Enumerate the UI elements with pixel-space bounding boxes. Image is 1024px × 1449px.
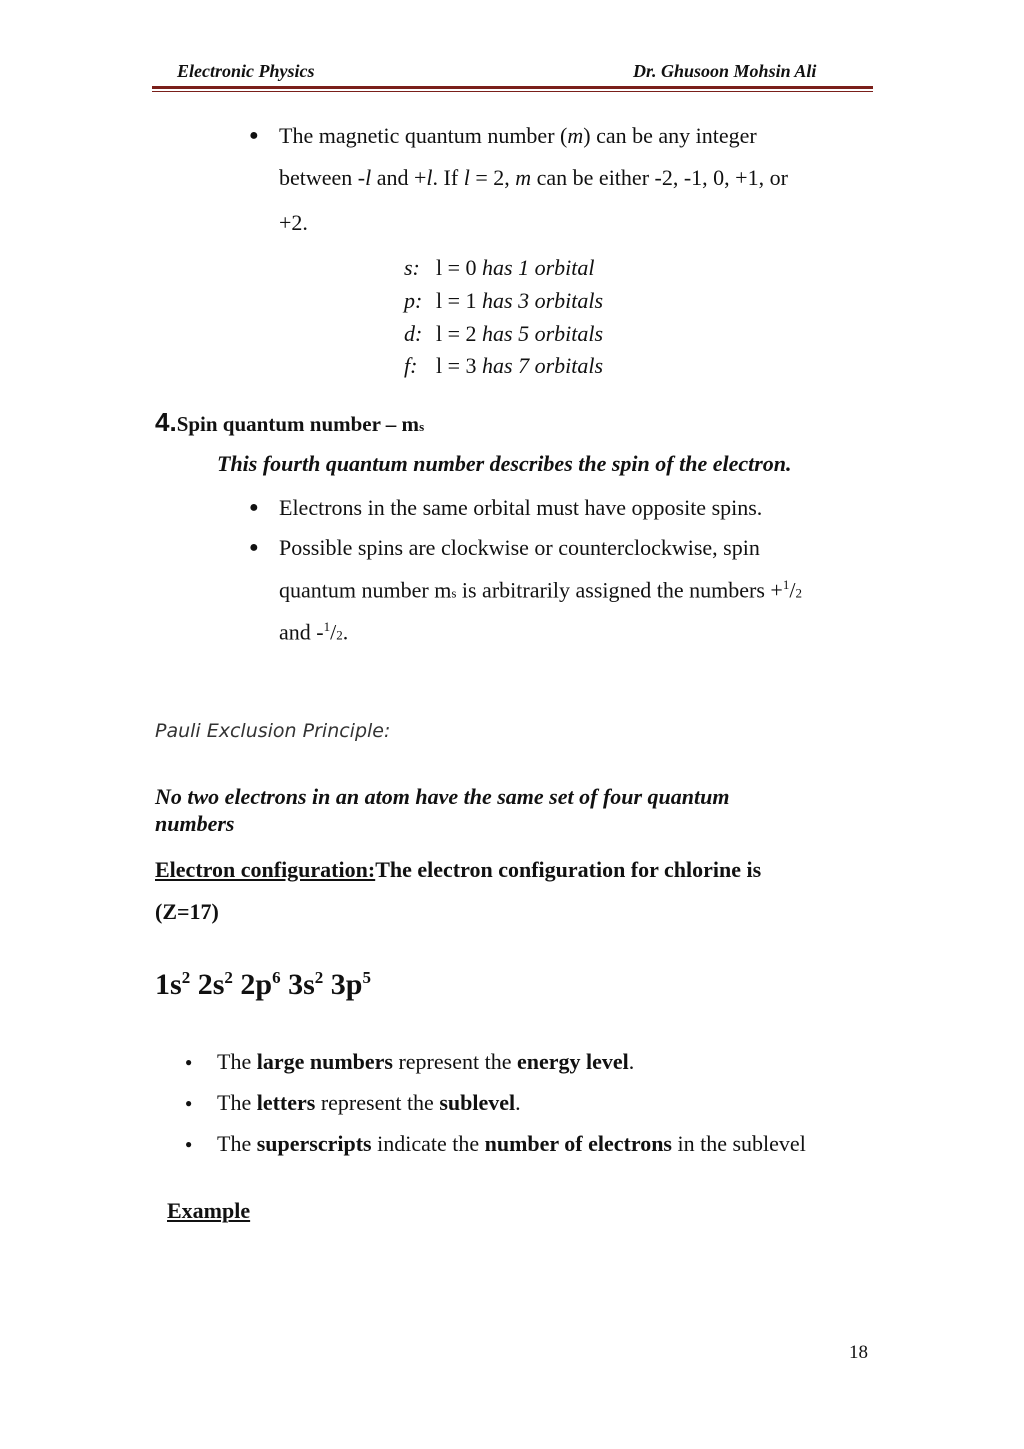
spin-bullet-1: Electrons in the same orbital must have opposite spins. [279,495,763,520]
config-term: $2s^2$ [197,968,233,1001]
magnetic-line-3: +2. [279,210,308,235]
spin-description: This fourth quantum number describes the spin of the electron. [217,451,792,476]
spin-heading: 4.Spin quantum number – ms [155,407,425,437]
config-bullet-2: The letters represent the sublevel. [217,1090,521,1115]
example-heading: Example [167,1198,251,1223]
config-term: $3s^2$ [288,968,324,1001]
spin-bullet-2-line-2: quantum number ms is arbitrarily assigned the numbers +$^1$/2 [279,577,802,603]
bullet-dot: ● [185,1096,193,1110]
config-term: $2p^6$ [240,968,281,1001]
orbital-s: s: l = 0 has 1 orbital [404,255,595,280]
bullet-dot: ● [249,499,259,516]
header-left: Electronic Physics [177,61,315,81]
config-heading: Electron configuration:The electron configuration for chlorine is [155,857,762,882]
spin-bullet-2-line-1: Possible spins are clockwise or counterclockwise, spin [279,535,760,560]
bullet-dot: ● [249,539,259,556]
header-right: Dr. Ghusoon Mohsin Ali [633,61,817,81]
header-rule-thin [152,91,873,92]
orbital-f: f: l = 3 has 7 orbitals [404,353,604,378]
config-term: $1s^2$ [155,968,191,1001]
pauli-title: Pauli Exclusion Principle: [155,720,391,742]
config-bullet-1: The large numbers represent the energy level. [217,1049,635,1074]
orbital-p: p: l = 1 has 3 orbitals [404,288,604,313]
pauli-statement-line-1: No two electrons in an atom have the same set of four quantum [155,784,730,809]
pauli-statement-line-2: numbers [155,811,235,836]
magnetic-line-1: The magnetic quantum number (m) can be any integer [279,123,757,148]
config-bullet-3: The superscripts indicate the number of electrons in the sublevel [217,1131,806,1156]
orbital-d: d: l = 2 has 5 orbitals [404,321,604,346]
config-label: Electron configuration: [155,857,376,882]
magnetic-line-2: between -l and +l. If l = 2, m can be either -2, -1, 0, +1, or [279,165,788,190]
config-formula [155,968,371,1002]
config-term: $3p^5$ [330,968,371,1001]
bullet-dot: ● [185,1055,193,1069]
page-number: 18 [849,1342,868,1363]
header-rule [152,86,873,89]
spin-bullet-2-line-3: and -$^1$/2. [279,619,349,645]
bullet-dot: ● [185,1137,193,1151]
config-z: (Z=17) [155,899,219,924]
bullet-dot: ● [249,127,259,144]
